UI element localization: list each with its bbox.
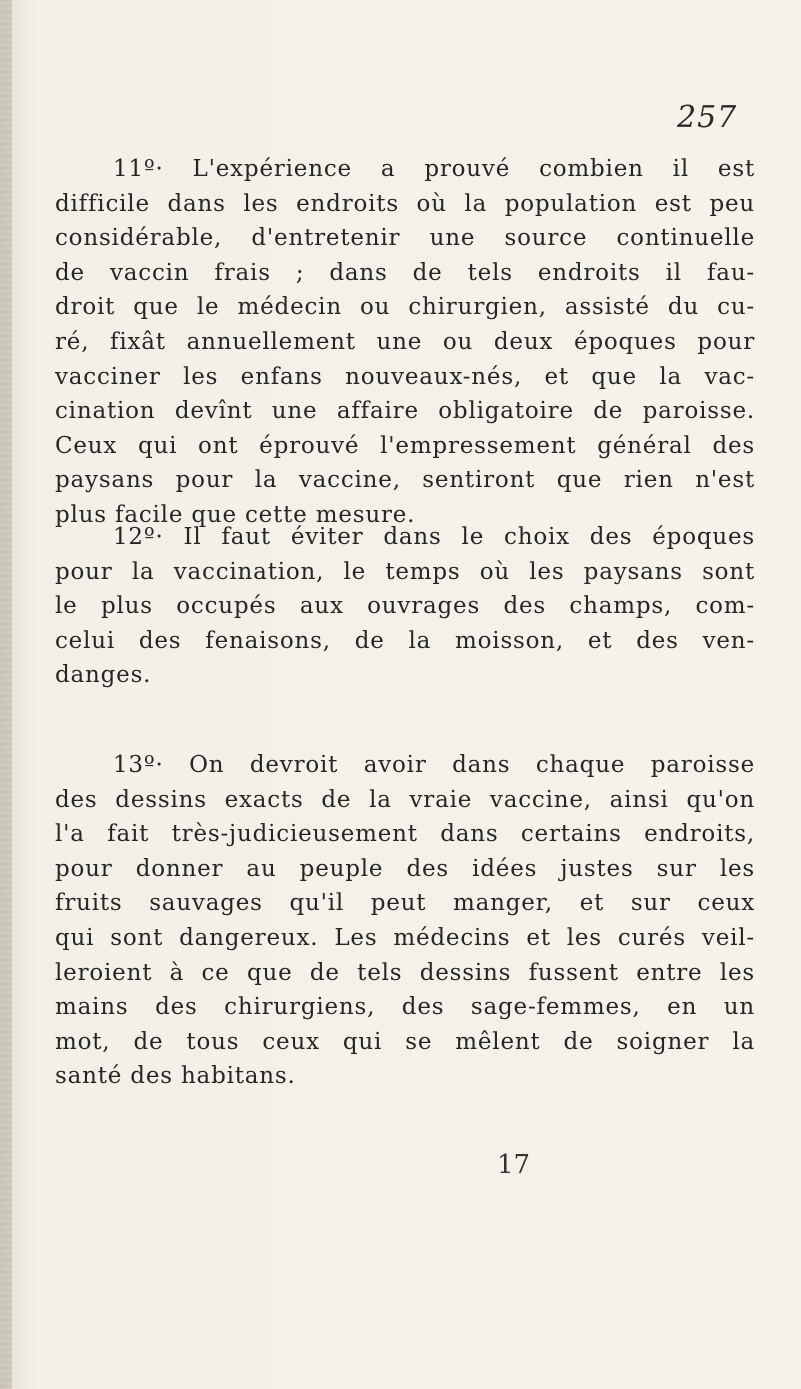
signature-mark: 17 — [497, 1150, 531, 1180]
text-line: ré, fixât annuellement une ou deux époques pour — [55, 328, 755, 355]
page-binding-edge — [0, 0, 12, 1389]
text-line: considérable, d'entretenir une source continuelle — [55, 225, 755, 252]
text-line: des dessins exacts de la vraie vaccine, ainsi qu'on — [55, 786, 755, 813]
text-line: l'a fait très-judicieusement dans certains endroits, — [55, 821, 755, 848]
text-line: pour donner au peuple des idées justes sur les — [55, 855, 755, 882]
text-line: plus facile que cette mesure. — [55, 501, 416, 528]
paragraph-13 — [55, 748, 755, 1094]
text-line: santé des habitans. — [55, 1063, 296, 1090]
text-line: fruits sauvages qu'il peut manger, et sur ceux — [55, 890, 755, 917]
text-line: celui des fenaisons, de la moisson, et des ven- — [55, 627, 755, 654]
text-line: qui sont dangereux. Les médecins et les curés veil- — [55, 924, 755, 951]
text-line: leroient à ce que de tels dessins fussent entre les — [55, 959, 755, 986]
text-line: mains des chirurgiens, des sage-femmes, en un — [55, 994, 755, 1021]
text-line: Ceux qui ont éprouvé l'empressement général des — [55, 432, 755, 459]
text-line: 11º· L'expérience a prouvé combien il est — [113, 156, 755, 182]
text-line: droit que le médecin ou chirurgien, assisté du cu- — [55, 294, 755, 321]
text-line: difficile dans les endroits où la population est peu — [55, 190, 755, 217]
text-line: mot, de tous ceux qui se mêlent de soigner la — [55, 1028, 755, 1055]
text-line: danges. — [55, 662, 152, 689]
paragraph-12 — [55, 520, 755, 693]
text-line: le plus occupés aux ouvrages des champs, com- — [55, 593, 755, 620]
text-line: cination devînt une affaire obligatoire de paroisse. — [55, 398, 755, 425]
text-line: vacciner les enfans nouveaux-nés, et que la vac- — [55, 363, 755, 390]
page-number: 257 — [677, 100, 738, 135]
text-line: de vaccin frais ; dans de tels endroits il fau- — [55, 259, 755, 286]
paragraph-11 — [55, 152, 755, 533]
text-line: paysans pour la vaccine, sentiront que rien n'est — [55, 467, 755, 494]
text-line: 13º· On devroit avoir dans chaque paroisse — [113, 752, 755, 778]
text-line: pour la vaccination, le temps où les paysans sont — [55, 558, 755, 585]
text-line: 12º· Il faut éviter dans le choix des époques — [113, 524, 755, 550]
